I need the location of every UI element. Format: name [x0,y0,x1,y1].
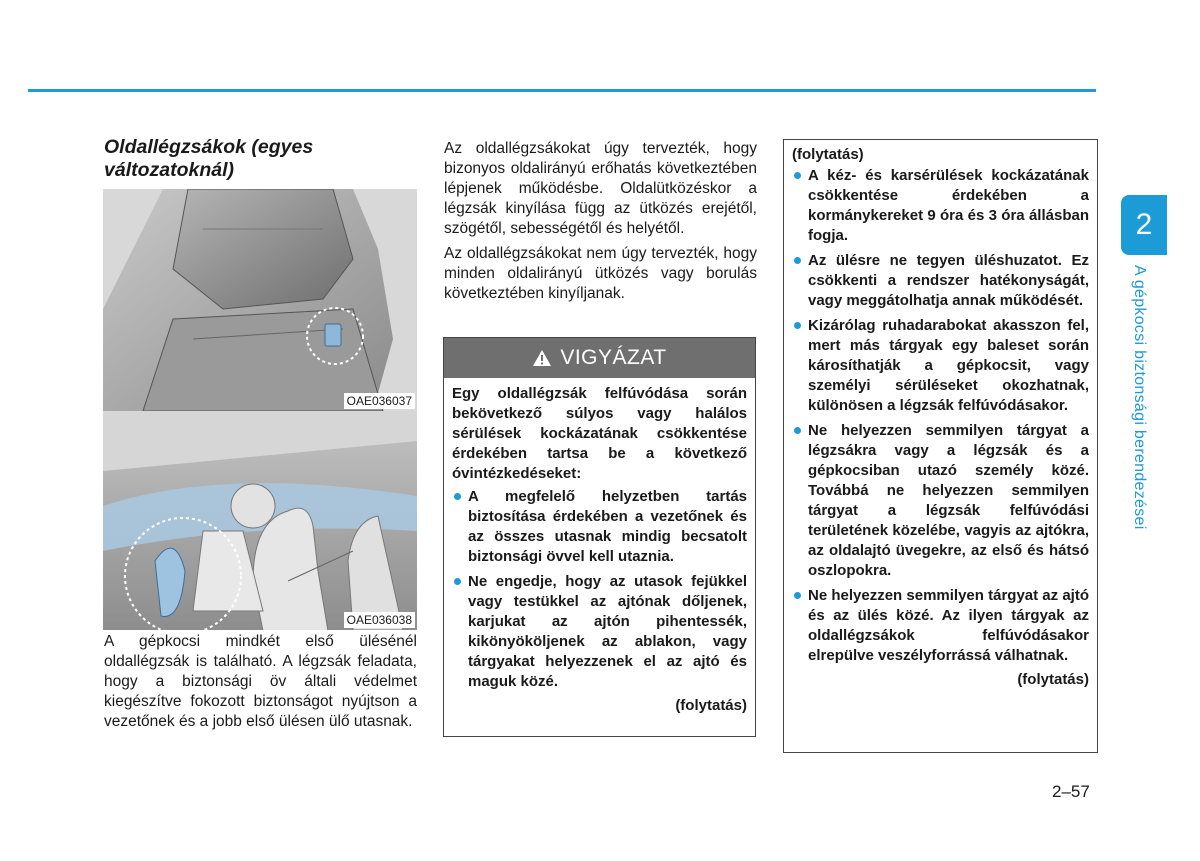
description-paragraph-1: Az oldallégzsákokat úgy tervezték, hogy bizonyos oldalirányú erőhatás következtében lépjenek működésbe. Oldalütközéskor a légzsák kinyílása függ az ütközés erejétől, szögétől, sebességétől és helyétől. [444,140,757,237]
chapter-number: 2 [1135,208,1153,241]
list-item-text: Ne engedje, hogy az utasok fejükkel vagy testükkel az ajtónak dőljenek, karjukat az ajtón pihentessék, kikönyököljenek az ablakon, vagy tárgyakat helyezzenek el az ajtó és maguk közé. [468,573,747,690]
continued-header: (folytatás) [792,146,864,163]
warning-body [444,378,755,714]
warning-intro: Egy oldallégzsák felfúvódása során bekövetkező súlyos vagy halálos sérülések kockázatának csökkentése érdekében tartsa be a következő óvintézkedéseket: [452,385,747,482]
section-heading [104,136,418,182]
list-item-text: A megfelelő helyzetben tartás biztosítása érdekében a vezetőnek és az összes utasnak mindig becsatolt biztonsági övvel kell utaznia. [468,488,747,565]
chapter-label-container [1128,265,1148,555]
list-item [792,316,1089,416]
warning-list [452,487,747,692]
list-item-text: Ne helyezzen semmilyen tárgyat az ajtó és az ülés közé. Az ilyen tárgyak az oldallégzsákok felfúvódásakor elrepülve veszélyforrássá válhatnak. [808,587,1089,664]
list-item-text: Az ülésre ne tegyen üléshuzatot. Ez csökkenti a rendszer hatékonyságát, vagy meggátolhatja annak működését. [808,252,1089,309]
figure-airbag-deployment [103,411,417,630]
list-item [792,586,1089,666]
list-item [452,487,747,567]
figure-code: OAE036038 [344,612,415,628]
warning-triangle-icon [532,349,552,367]
bullet-icon [794,427,801,434]
bullet-icon [454,578,461,585]
bullet-icon [794,257,801,264]
list-item-text: Kizárólag ruhadarabokat akasszon fel, mert más tárgyak egy baleset során károsíthatják a gépkocsit, vagy személyi sérüléseket okozhatnak, különösen a légzsák felfúvódásakor. [808,317,1089,414]
intro-paragraph-block [104,632,417,732]
chapter-label: A gépkocsi biztonsági berendezései [1131,265,1148,530]
intro-paragraph: A gépkocsi mindkét első ülésénél oldallégzsák is található. A légzsák feladata, hogy a biztonsági öv általi védelmet kiegészítve fokozott biztonságot nyújtson a vezetőnek és a jobb első ülésen ülő utasnak. [104,633,417,730]
seat-illustration [103,189,417,411]
bullet-icon [454,493,461,500]
chapter-tab [1121,195,1167,255]
top-rule [28,89,1096,92]
list-item [792,166,1089,246]
bullet-icon [794,172,801,179]
warning-title: VIGYÁZAT [560,346,667,369]
list-item-text: Ne helyezzen semmilyen tárgyat a légzsákra vagy a légzsák és a gépkocsiban utazó személy közé. Továbbá ne helyezzen semmilyen tárgyat a légzsák felfúvódási területének közelébe, vagyis az ajtókra, az oldalajtó üvegekre, az első és hátsó oszlopokra. [808,422,1089,579]
figure-seat-airbag [103,189,417,411]
figure-code: OAE036037 [344,393,415,409]
list-item [452,572,747,692]
list-item [792,251,1089,311]
description-column [444,139,757,309]
list-item-text: A kéz- és karsérülések kockázatának csökkentése érdekében a kormánykereket 9 óra és 3 óra állásban fogja. [808,167,1089,244]
continued-warning-box [783,139,1098,753]
description-paragraph-2: Az oldallégzsákokat nem úgy tervezték, hogy minden oldalirányú ütközés vagy borulás következtében kinyíljanak. [444,245,757,302]
continued-label: (folytatás) [675,697,747,714]
cabin-illustration [103,411,417,630]
list-item [792,421,1089,581]
continued-label: (folytatás) [1017,671,1089,688]
page-number: 2–57 [1052,782,1090,801]
continued-list [792,166,1089,666]
warning-box [443,337,756,737]
bullet-icon [794,322,801,329]
bullet-icon [794,592,801,599]
section-title: Oldallégzsákok (egyes változatoknál) [104,136,314,181]
warning-header [444,338,755,378]
